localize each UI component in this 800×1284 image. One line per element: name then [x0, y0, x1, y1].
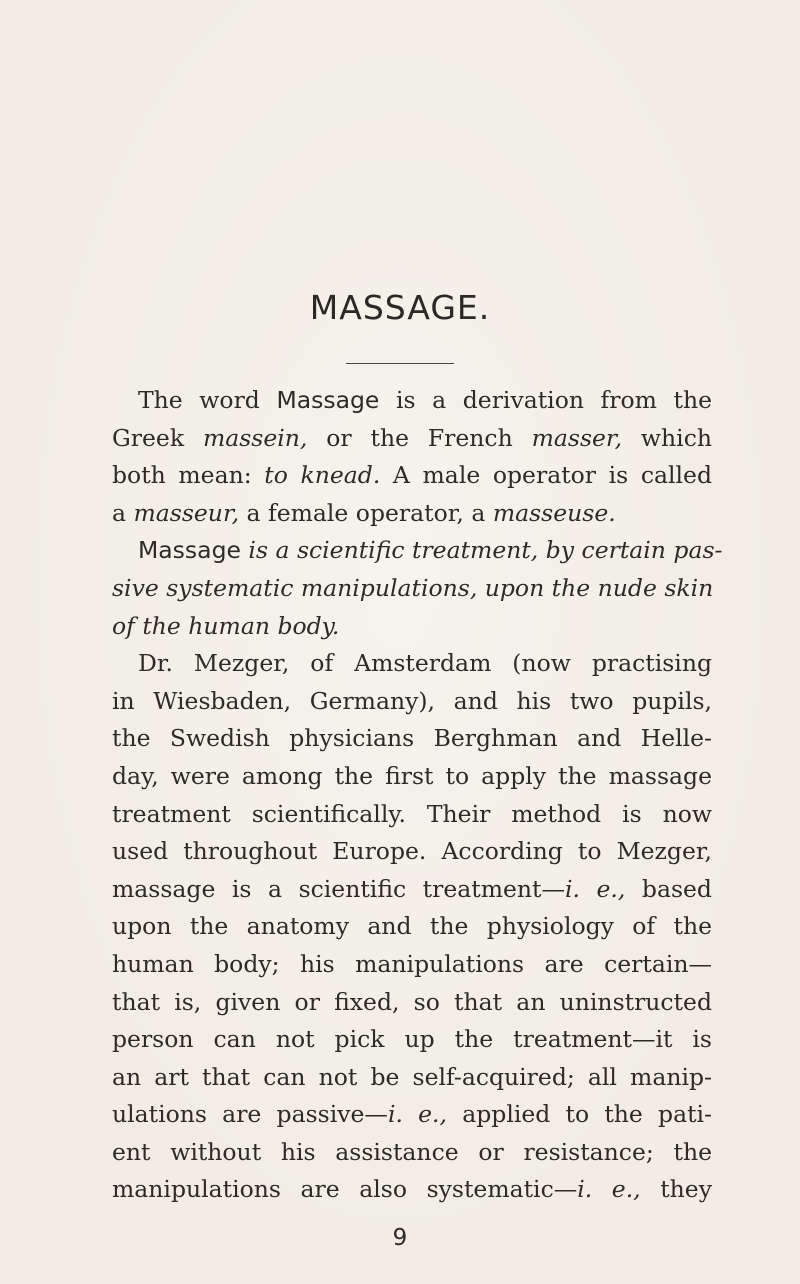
text-run: based	[625, 874, 712, 903]
text-line	[112, 457, 712, 495]
text-line	[112, 420, 712, 458]
text-run: massage is a scientific treatment—	[112, 874, 565, 903]
text-run: manipulations are also systematic—	[112, 1175, 578, 1204]
text-line	[112, 532, 723, 570]
text-line: human body; his manipulations are certain—	[112, 949, 712, 978]
chapter-title: MASSAGE.	[309, 288, 491, 327]
term-massage: Massage	[138, 536, 241, 565]
text-line: Dr. Mezger, of Amsterdam (now practising	[138, 649, 712, 678]
text-run: which	[622, 423, 712, 452]
text-line	[112, 1096, 712, 1134]
italic-word: masser,	[531, 423, 623, 452]
term-massage: Massage	[276, 386, 380, 414]
text-line: the Swedish physicians Berghman and Helle-	[112, 724, 712, 753]
text-line: of the human body.	[112, 611, 340, 640]
text-line: sive systematic manipulations, upon the nude skin	[112, 573, 714, 602]
text-line: in Wiesbaden, Germany), and his two pupils,	[112, 686, 712, 715]
text-line: upon the anatomy and the physiology of the	[112, 912, 712, 941]
text-line: that is, given or fixed, so that an uninstructed	[112, 987, 712, 1016]
text-line	[112, 495, 712, 533]
text-run: a female operator, a	[239, 498, 493, 527]
text-line	[112, 871, 712, 909]
text-line: ent without his assistance or resistance; the	[112, 1137, 712, 1166]
text-run: ulations are passive—	[112, 1100, 388, 1129]
italic-abbrev: i. e.,	[577, 1175, 641, 1204]
italic-word: to knead.	[264, 461, 381, 490]
text-run: is a derivation from the	[379, 386, 712, 414]
text-run: a	[112, 498, 134, 527]
italic-word: massein,	[202, 423, 308, 452]
text-line	[112, 1171, 712, 1209]
text-run: The word	[138, 386, 277, 414]
text-run: Greek	[112, 423, 203, 452]
text-run: they	[640, 1175, 712, 1204]
text-run: or the French	[307, 423, 532, 452]
text-run: both mean:	[112, 461, 265, 490]
page-number: 9	[392, 1225, 408, 1251]
text-line: an art that can not be self-acquired; all manip-	[112, 1062, 712, 1091]
title-rule	[346, 363, 454, 364]
italic-abbrev: i. e.,	[387, 1100, 447, 1129]
italic-abbrev: i. e.,	[565, 874, 626, 903]
text-line: used throughout Europe. According to Mezger,	[112, 837, 712, 866]
text-line: day, were among the first to apply the massage	[112, 761, 712, 790]
text-run: A male operator is called	[380, 461, 713, 490]
text-run: applied to the pati-	[447, 1100, 712, 1129]
italic-word: masseuse.	[492, 498, 616, 527]
text-line: treatment scientifically. Their method is now	[112, 799, 712, 828]
text-line	[112, 382, 712, 420]
text-line: person can not pick up the treatment—it is	[112, 1025, 712, 1054]
definition-italic: is a scientific treatment, by certain pas-	[240, 536, 723, 565]
body-text	[112, 382, 723, 1209]
italic-word: masseur,	[133, 498, 240, 527]
